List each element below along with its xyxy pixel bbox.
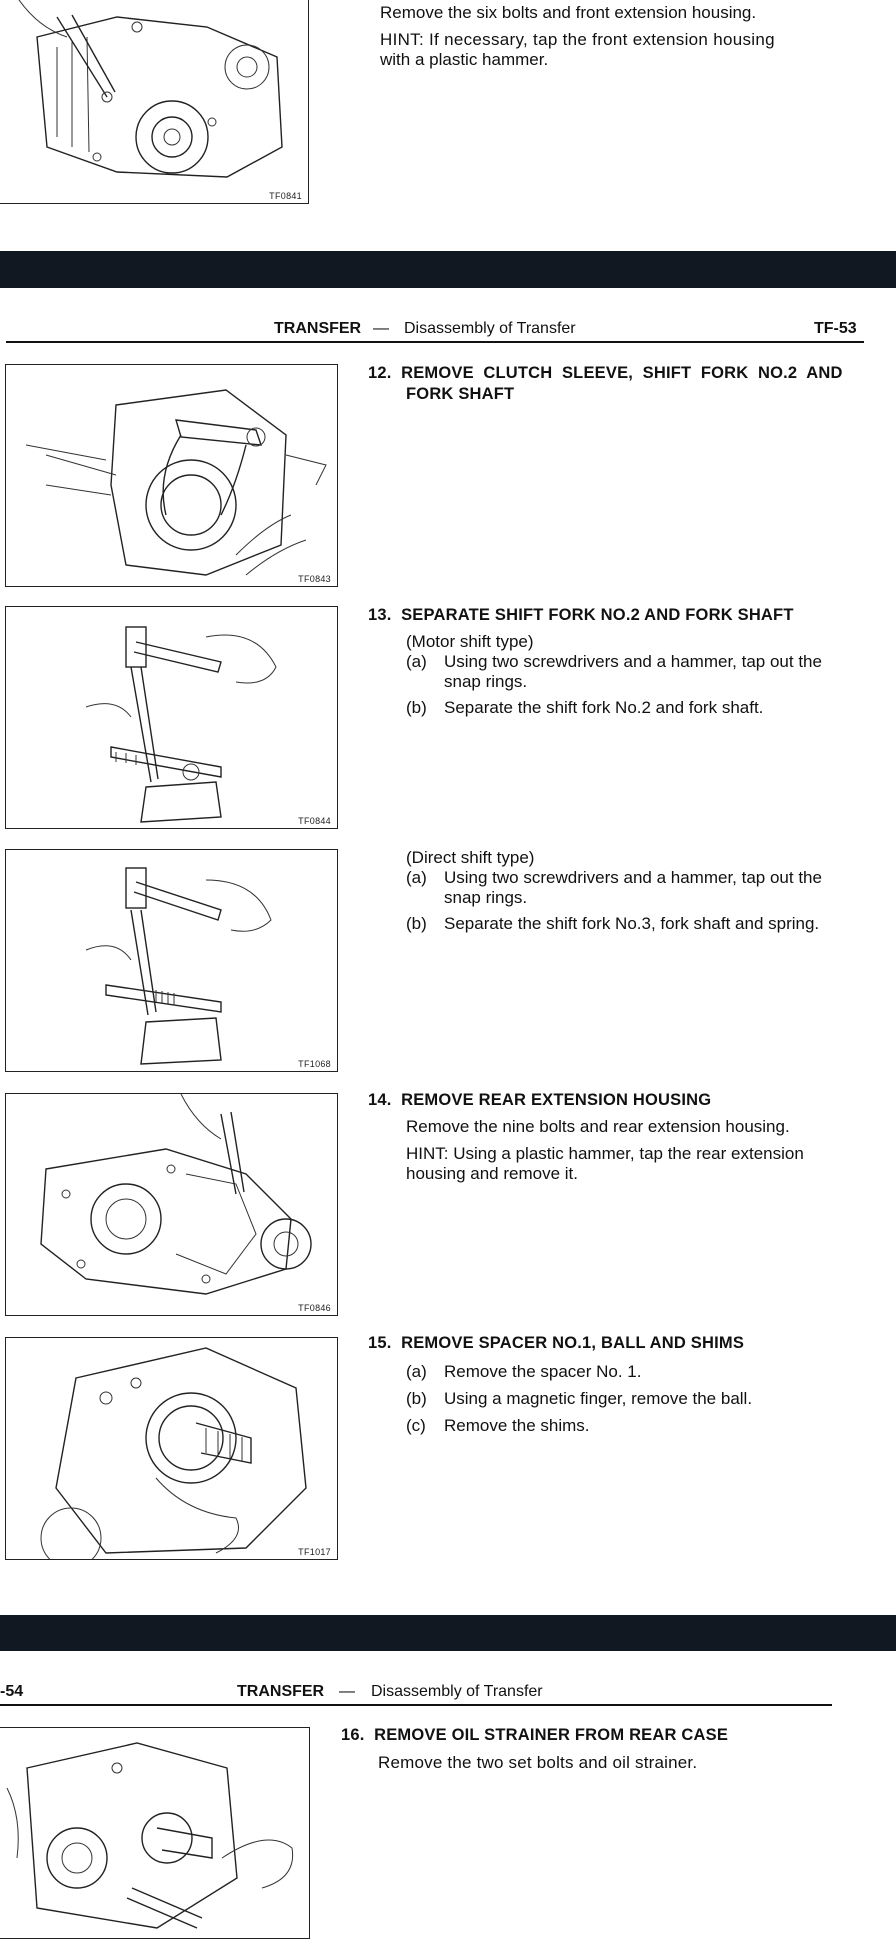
- direct-shift-type-label: (Direct shift type): [406, 848, 535, 867]
- item-c-label: (c): [406, 1416, 426, 1435]
- figure-code: TF0844: [298, 816, 331, 826]
- rear-extension-housing-illustration: [6, 1094, 337, 1315]
- item-a-line-2: snap rings.: [444, 672, 528, 691]
- page-header-title: TRANSFER: [274, 320, 362, 337]
- figure-code: TF0846: [298, 1303, 331, 1313]
- step-14-hint-line-2: housing and remove it.: [406, 1164, 578, 1183]
- step-15-item-c: [406, 1416, 866, 1436]
- figure-tf0841: [0, 0, 309, 204]
- item-b-text: Separate the shift fork No.3, fork shaft and spring.: [444, 914, 820, 933]
- figure-oil-strainer: [0, 1727, 310, 1939]
- figure-code: TF0843: [298, 574, 331, 584]
- item-a-label: (a): [406, 868, 427, 887]
- header-rule: [0, 1704, 832, 1706]
- item-a-line-1: Using two screwdrivers and a hammer, tap out the: [444, 652, 822, 671]
- page-header-dash: —: [339, 1683, 355, 1700]
- item-a-text: Remove the spacer No. 1.: [444, 1362, 642, 1381]
- figure-tf1017: [5, 1337, 338, 1560]
- step-16-line: Remove the two set bolts and oil strainer.: [378, 1753, 698, 1772]
- step-12-title: 12. REMOVE CLUTCH SLEEVE, SHIFT FORK NO.2 AND: [368, 364, 843, 382]
- item-a-label: (a): [406, 652, 427, 671]
- figure-tf0843: [5, 364, 338, 587]
- item-a-label: (a): [406, 1362, 427, 1381]
- step-15-item-a: [406, 1362, 866, 1382]
- step-13-title: 13. SEPARATE SHIFT FORK NO.2 AND FORK SHAFT: [368, 606, 794, 624]
- step-13-item-b: [406, 698, 866, 718]
- figure-tf0846: [5, 1093, 338, 1316]
- figure-tf0844: [5, 606, 338, 829]
- step-14-line: Remove the nine bolts and rear extension housing.: [406, 1117, 790, 1136]
- page-header-dash: —: [373, 320, 389, 337]
- item-a-line-2: snap rings.: [444, 888, 528, 907]
- page-separator-band: [0, 251, 896, 288]
- page-number: -54: [0, 1683, 24, 1700]
- item-a-line-1: Using two screwdrivers and a hammer, tap out the: [444, 868, 822, 887]
- step-12-title-cont: FORK SHAFT: [406, 385, 515, 403]
- item-c-text: Remove the shims.: [444, 1416, 590, 1435]
- page-number: TF-53: [814, 320, 857, 337]
- direct-shift-illustration: [6, 850, 337, 1071]
- item-b-text: Using a magnetic finger, remove the ball.: [444, 1389, 753, 1408]
- step-15-title: 15. REMOVE SPACER NO.1, BALL AND SHIMS: [368, 1334, 745, 1352]
- motor-shift-type-label: (Motor shift type): [406, 632, 534, 651]
- page-header-section: Disassembly of Transfer: [404, 320, 576, 337]
- page-separator-band: [0, 1615, 896, 1651]
- page-header-title: TRANSFER: [237, 1683, 325, 1700]
- item-b-label: (b): [406, 698, 427, 717]
- clutch-sleeve-illustration: [6, 365, 337, 586]
- top-hint-line-2: with a plastic hammer.: [380, 50, 549, 69]
- step-14-hint-line-1: HINT: Using a plastic hammer, tap the rear extension: [406, 1144, 804, 1163]
- item-b-label: (b): [406, 1389, 427, 1408]
- header-rule: [6, 341, 864, 343]
- page-header-section: Disassembly of Transfer: [371, 1683, 543, 1700]
- oil-strainer-illustration: [0, 1728, 309, 1938]
- top-line-1: Remove the six bolts and front extension housing.: [380, 3, 757, 22]
- snap-ring-removal-illustration: [6, 607, 337, 828]
- step-13-item-a: [406, 652, 866, 692]
- figure-code: TF0841: [269, 191, 302, 201]
- transfer-case-illustration: [0, 0, 308, 203]
- step-15-item-b: [406, 1389, 866, 1409]
- figure-code: TF1017: [298, 1547, 331, 1557]
- step-16-title: 16. REMOVE OIL STRAINER FROM REAR CASE: [341, 1726, 729, 1744]
- item-b-label: (b): [406, 914, 427, 933]
- top-hint-line-1: HINT: If necessary, tap the front extension housing: [380, 30, 775, 49]
- step-13-direct-item-a: [406, 868, 866, 908]
- figure-tf1068: [5, 849, 338, 1072]
- figure-code: TF1068: [298, 1059, 331, 1069]
- spacer-ball-shims-illustration: [6, 1338, 337, 1559]
- step-13-direct-item-b: [406, 914, 876, 934]
- step-14-title: 14. REMOVE REAR EXTENSION HOUSING: [368, 1091, 712, 1109]
- item-b-text: Separate the shift fork No.2 and fork shaft.: [444, 698, 764, 717]
